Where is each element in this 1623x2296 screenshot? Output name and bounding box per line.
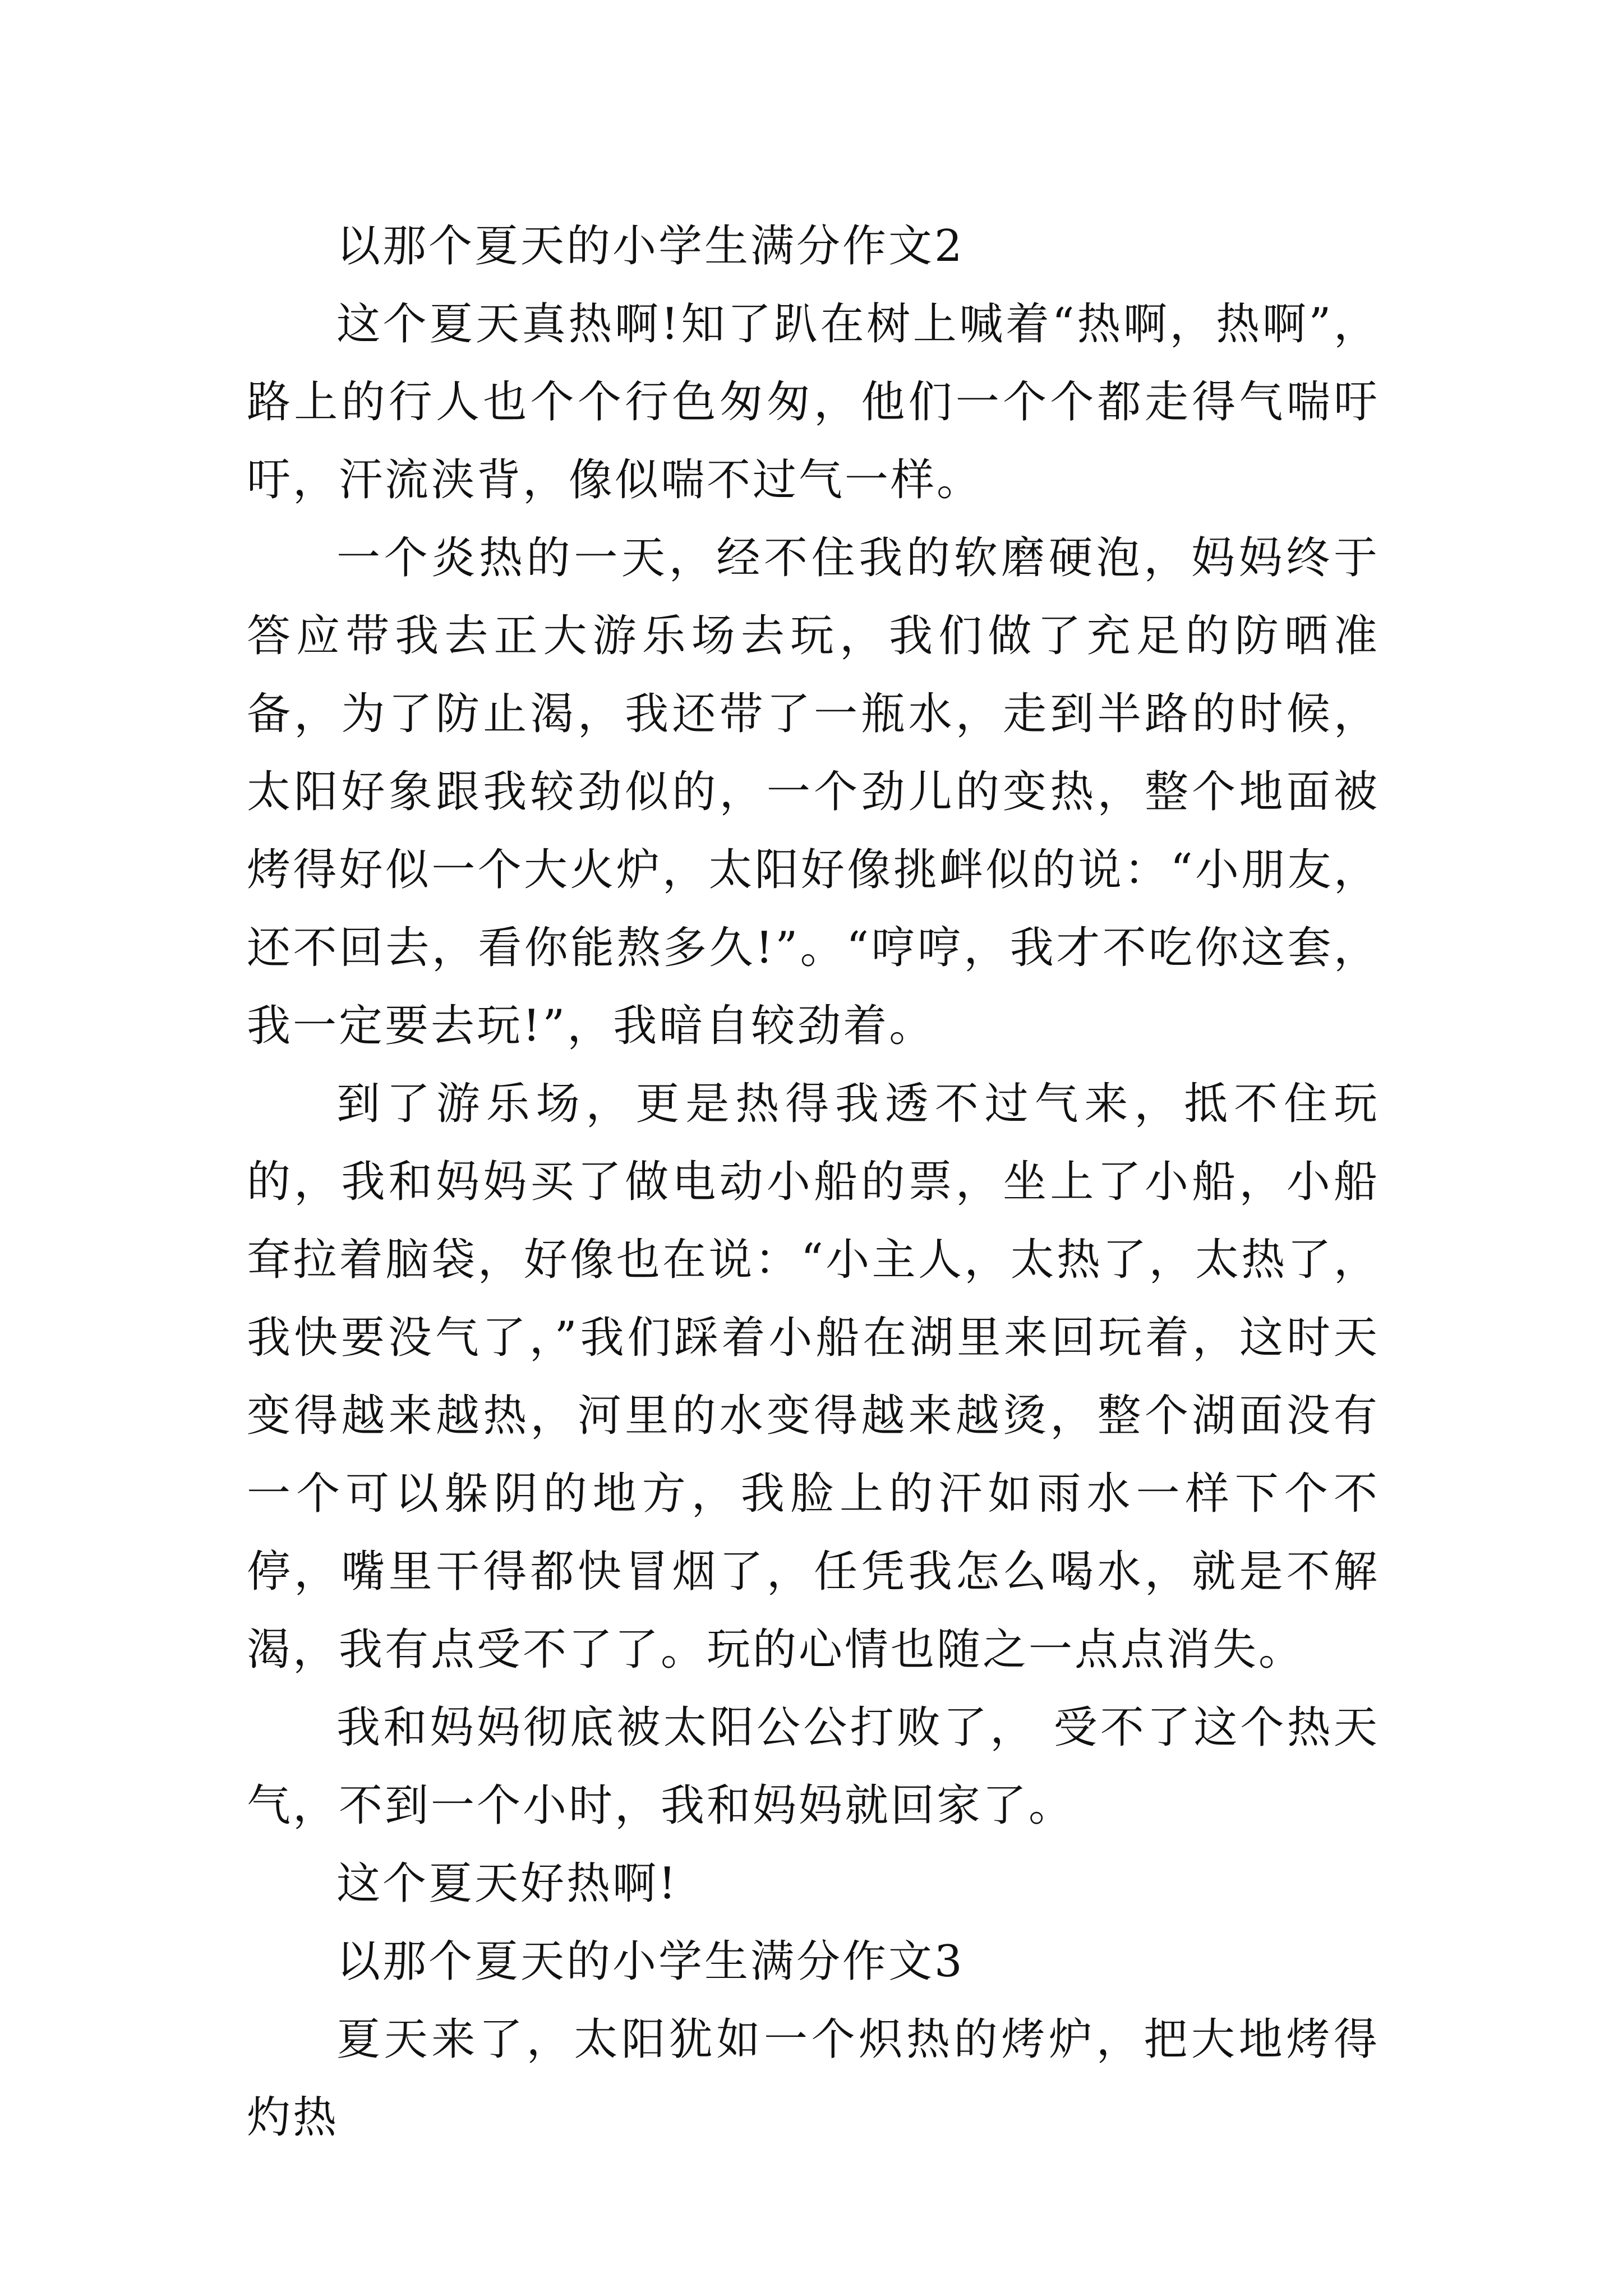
- essay-title: 以那个夏天的小学生满分作文2: [336, 221, 965, 272]
- paragraph: 这个夏天好热啊!: [336, 1858, 679, 1909]
- document-body: [247, 208, 1380, 2157]
- paragraph: 到了游乐场，更是热得我透不过气来，抵不住玩的，我和妈妈买了做电动小船的票，坐上了小船，小船耷拉着脑袋，好像也在说：“小主人，太热了，太热了，我快要没气了，”我们踩着小船在湖里来回玩着，这时天变得越来越热，河里的水变得越来越烫，整个湖面没有一个可以躲阴的地方，我脸上的汗如雨水一样下个不停，嘴里干得都快冒烟了，任凭我怎么喝水，就是不解渴，我有点受不了了。玩的心情也随之一点点消失。: [247, 1079, 1380, 1675]
- paragraph: 我和妈妈彻底被太阳公公打败了， 受不了这个热天气，不到一个小时，我和妈妈就回家了。: [247, 1703, 1380, 1831]
- paragraph: 一个炎热的一天，经不住我的软磨硬泡，妈妈终于答应带我去正大游乐场去玩，我们做了充足的防晒准备，为了防止渴，我还带了一瓶水，走到半路的时候，太阳好象跟我较劲似的，一个劲儿的变热，整个地面被烤得好似一个大火炉，太阳好像挑衅似的说：“小朋友，还不回去，看你能熬多久!”。“哼哼，我才不吃你这套，我一定要去玩!”，我暗自较劲着。: [247, 533, 1380, 1051]
- paragraph: 夏天来了，太阳犹如一个炽热的烤炉，把大地烤得灼热: [247, 2014, 1380, 2143]
- essay-title: 以那个夏天的小学生满分作文3: [336, 1936, 965, 1987]
- paragraph: 这个夏天真热啊!知了趴在树上喊着“热啊，热啊”，路上的行人也个个行色匆匆，他们一个个都走得气喘吁吁，汗流浃背，像似喘不过气一样。: [247, 299, 1380, 505]
